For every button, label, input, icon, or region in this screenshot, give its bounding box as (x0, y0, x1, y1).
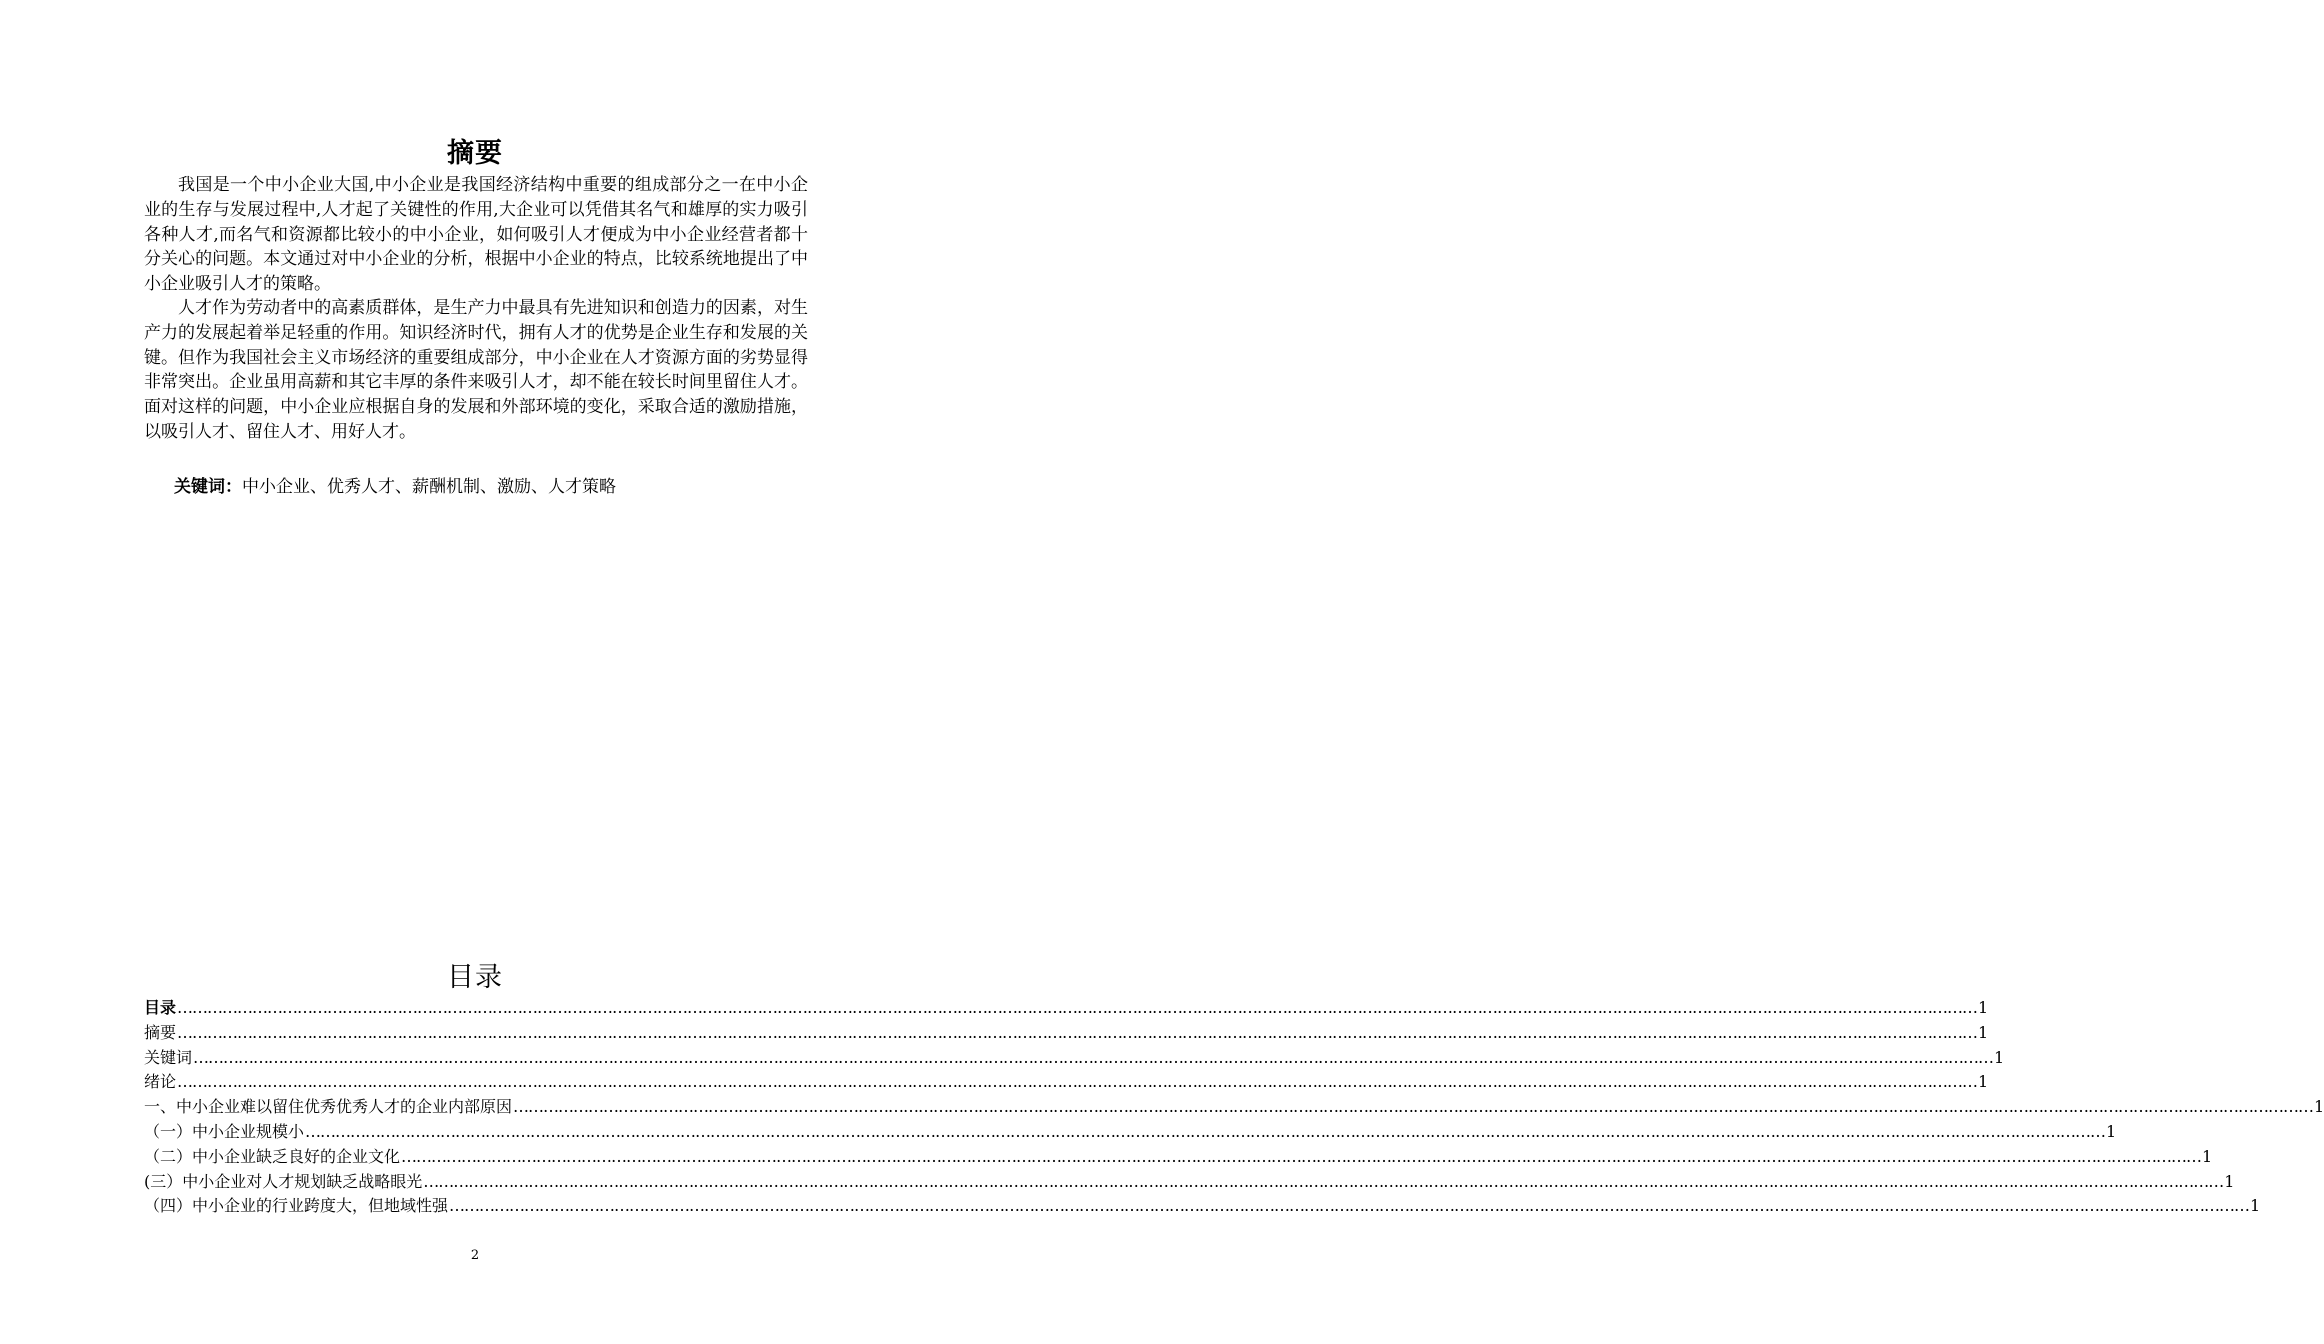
toc-entry-label: (三）中小企业对人才规划缺乏战略眼光 (144, 1171, 423, 1191)
keywords-text: 中小企业、优秀人才、薪酬机制、激励、人才策略 (242, 477, 616, 497)
toc-entry[interactable] (144, 1170, 2235, 1195)
toc-dot-leader: ……………………………………………………………………………………………………………………………………………………………………………………………………………………………………………………………………………………………………………………………… (177, 998, 1978, 1017)
toc-entry-label: 摘要 (144, 1022, 177, 1042)
toc-entry-label: （四）中小企业的行业跨度大，但地域性强 (144, 1196, 449, 1216)
toc-entry-page: 1 (2314, 1097, 2324, 1117)
toc-entry-label: （一）中小企业规模小 (144, 1121, 305, 1141)
toc-dot-leader: ……………………………………………………………………………………………………………………………………………………………………………………………………………………………………………………………………………………………………………………………… (513, 1097, 2314, 1117)
toc-entry-page: 1 (1978, 998, 1989, 1017)
toc-dot-leader: ……………………………………………………………………………………………………………………………………………………………………………………………………………………………………………………………………………………………………………………………… (423, 1171, 2224, 1191)
toc-entry[interactable] (144, 1145, 2213, 1170)
abstract-title: 摘要 (447, 138, 503, 169)
toc-entry[interactable] (144, 996, 1989, 1021)
abstract-paragraph-2: 人才作为劳动者中的高素质群体，是生产力中最具有先进知识和创造力的因素，对生产力的发展起着举足轻重的作用。知识经济时代，拥有人才的优势是企业生存和发展的关键。但作为我国社会主义市场经济的重要组成部分，中小企业在人才资源方面的劣势显得非常突出。企业虽用高薪和其它丰厚的条件来吸引人才，却不能在较长时间里留住人才。面对这样的问题，中小企业应根据自身的发展和外部环境的变化，采取合适的激励措施，以吸引人才、留住人才、用好人才。 (144, 298, 808, 442)
toc-entry[interactable] (144, 1070, 1989, 1095)
toc-entry-page: 1 (2224, 1171, 2235, 1191)
toc-entry-page: 1 (2202, 1146, 2213, 1166)
keywords-label: 关键词： (174, 477, 242, 497)
toc-entry[interactable] (144, 1021, 1989, 1046)
keywords-line (174, 475, 616, 499)
toc-entry-page: 1 (1994, 1047, 2005, 1067)
toc-entry[interactable] (144, 1194, 2261, 1219)
abstract-paragraph-1: 我国是一个中小企业大国,中小企业是我国经济结构中重要的组成部分之一在中小企业的生存与发展过程中,人才起了关键性的作用,大企业可以凭借其名气和雄厚的实力吸引各种人才,而名气和资源都比较小的中小企业，如何吸引人才便成为中小企业经营者都十分关心的问题。本文通过对中小企业的分析，根据中小企业的特点，比较系统地提出了中小企业吸引人才的策略。 (144, 175, 808, 295)
toc-dot-leader: ……………………………………………………………………………………………………………………………………………………………………………………………………………………………………………………………………………………………………………………………… (193, 1047, 1994, 1067)
toc-entry-label: 一、中小企业难以留住优秀优秀人才的企业内部原因 (144, 1097, 513, 1117)
toc-dot-leader: ……………………………………………………………………………………………………………………………………………………………………………………………………………………………………………………………………………………………………………………………… (177, 1072, 1978, 1092)
toc-dot-leader: ……………………………………………………………………………………………………………………………………………………………………………………………………………………………………………………………………………………………………………………………… (449, 1196, 2250, 1216)
page-number: 2 (470, 1248, 480, 1263)
toc-dot-leader: ……………………………………………………………………………………………………………………………………………………………………………………………………………………………………………………………………………………………………………………………… (305, 1121, 2106, 1141)
table-of-contents (144, 996, 2324, 1219)
toc-entry[interactable] (144, 1046, 2005, 1071)
toc-title: 目录 (447, 962, 503, 993)
toc-entry-page: 1 (1978, 1022, 1989, 1042)
toc-entry-label: 目录 (144, 998, 177, 1017)
toc-entry[interactable] (144, 1095, 2324, 1120)
toc-dot-leader: ……………………………………………………………………………………………………………………………………………………………………………………………………………………………………………………………………………………………………………………………… (401, 1146, 2202, 1166)
toc-dot-leader: ……………………………………………………………………………………………………………………………………………………………………………………………………………………………………………………………………………………………………………………………… (177, 1022, 1978, 1042)
toc-entry-page: 1 (1978, 1072, 1989, 1092)
toc-entry-label: 绪论 (144, 1072, 177, 1092)
toc-entry-page: 1 (2106, 1121, 2117, 1141)
toc-entry[interactable] (144, 1120, 2117, 1145)
toc-entry-label: （二）中小企业缺乏良好的企业文化 (144, 1146, 401, 1166)
toc-entry-label: 关键词 (144, 1047, 193, 1067)
toc-entry-page: 1 (2250, 1196, 2261, 1216)
